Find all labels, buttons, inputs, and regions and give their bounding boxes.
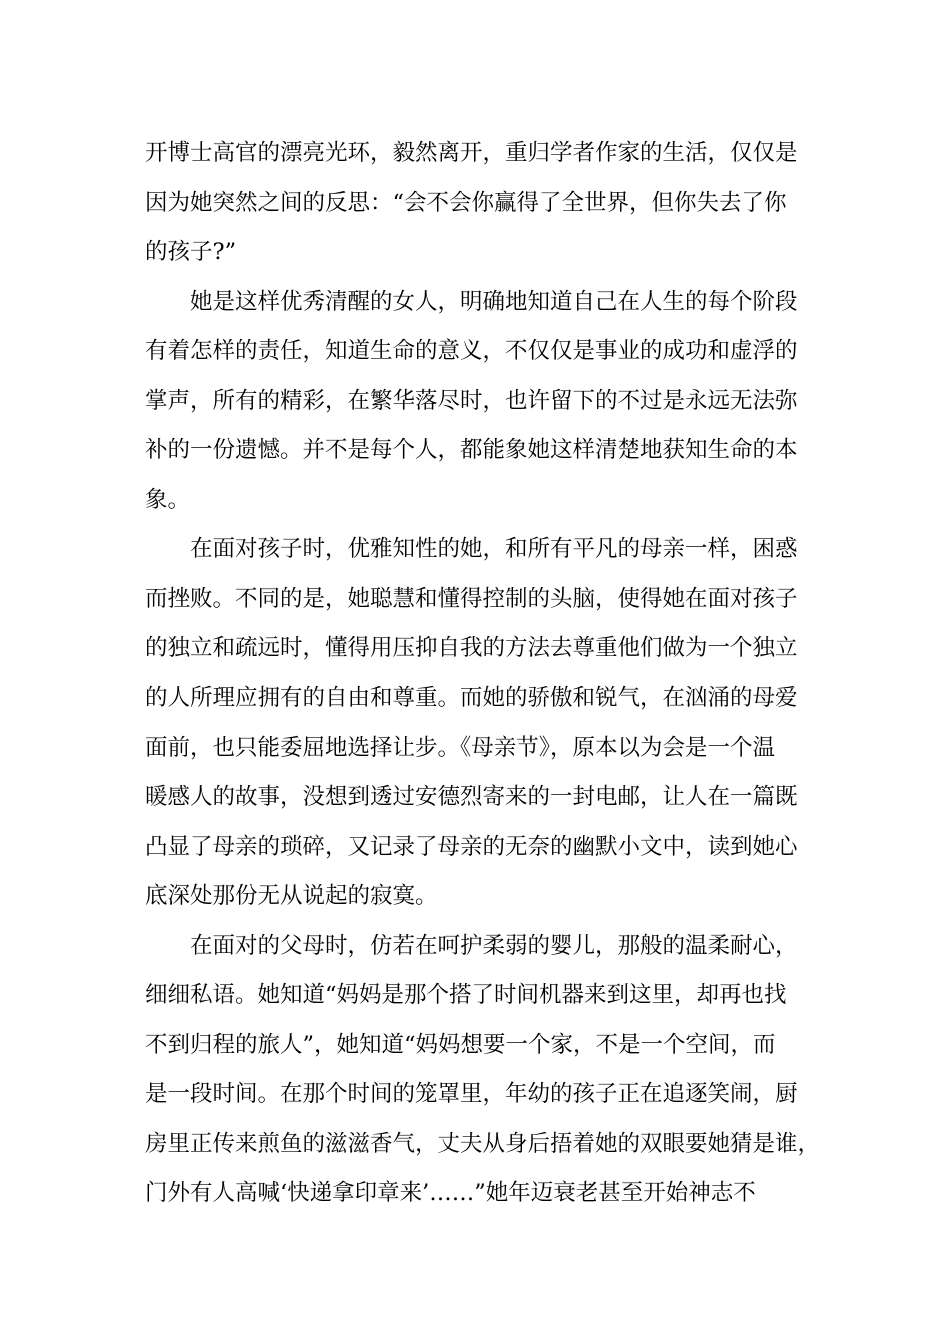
text-line: 她是这样优秀清醒的女人，明确地知道自己在人生的每个阶段 [190, 288, 798, 315]
text-line: 门外有人高喊‘快递拿印章来’……”她年迈衰老甚至开始神志不 [145, 1180, 756, 1207]
text-line: 因为她突然之间的反思：“会不会你赢得了全世界，但你失去了你 [145, 189, 787, 216]
text-line: 有着怎样的责任，知道生命的意义，不仅仅是事业的成功和虚浮的 [145, 338, 798, 365]
text-line: 凸显了母亲的琐碎，又记录了母亲的无奈的幽默小文中，读到她心 [145, 833, 798, 860]
text-line: 细细私语。她知道“妈妈是那个搭了时间机器来到这里，却再也找 [145, 982, 787, 1009]
text-line: 房里正传来煎鱼的滋滋香气，丈夫从身后捂着她的双眼要她猜是谁， [145, 1130, 821, 1157]
text-line: 的人所理应拥有的自由和尊重。而她的骄傲和锐气，在汹涌的母爱 [145, 685, 798, 712]
text-line: 的独立和疏远时，懂得用压抑自我的方法去尊重他们做为一个独立 [145, 635, 798, 662]
text-line: 掌声，所有的精彩，在繁华落尽时，也许留下的不过是永远无法弥 [145, 387, 798, 414]
text-line: 在面对孩子时，优雅知性的她，和所有平凡的母亲一样，困惑 [190, 536, 798, 563]
text-line: 而挫败。不同的是，她聪慧和懂得控制的头脑，使得她在面对孩子 [145, 585, 798, 612]
text-line: 补的一份遗憾。并不是每个人，都能象她这样清楚地获知生命的本 [145, 437, 798, 464]
text-line: 面前，也只能委屈地选择让步。《母亲节》，原本以为会是一个温 [145, 734, 776, 761]
paragraph [145, 922, 825, 1219]
paragraph [145, 278, 825, 526]
text-line: 是一段时间。在那个时间的笼罩里，年幼的孩子正在追逐笑闹，厨 [145, 1081, 798, 1108]
text-line: 暖感人的故事，没想到透过安德烈寄来的一封电邮，让人在一篇既 [145, 784, 798, 811]
paragraph [145, 129, 825, 278]
text-line: 象。 [145, 486, 191, 513]
text-line: 在面对的父母时，仿若在呵护柔弱的婴儿，那般的温柔耐心， [190, 932, 798, 959]
body-text [145, 129, 825, 1219]
text-line: 的孩子?” [145, 239, 237, 266]
text-line: 不到归程的旅人”，她知道“妈妈想要一个家，不是一个空间，而 [145, 1031, 776, 1058]
text-line: 开博士高官的漂亮光环，毅然离开，重归学者作家的生活，仅仅是 [145, 140, 798, 166]
paragraph [145, 525, 825, 921]
text-line: 底深处那份无从说起的寂寞。 [145, 883, 438, 910]
